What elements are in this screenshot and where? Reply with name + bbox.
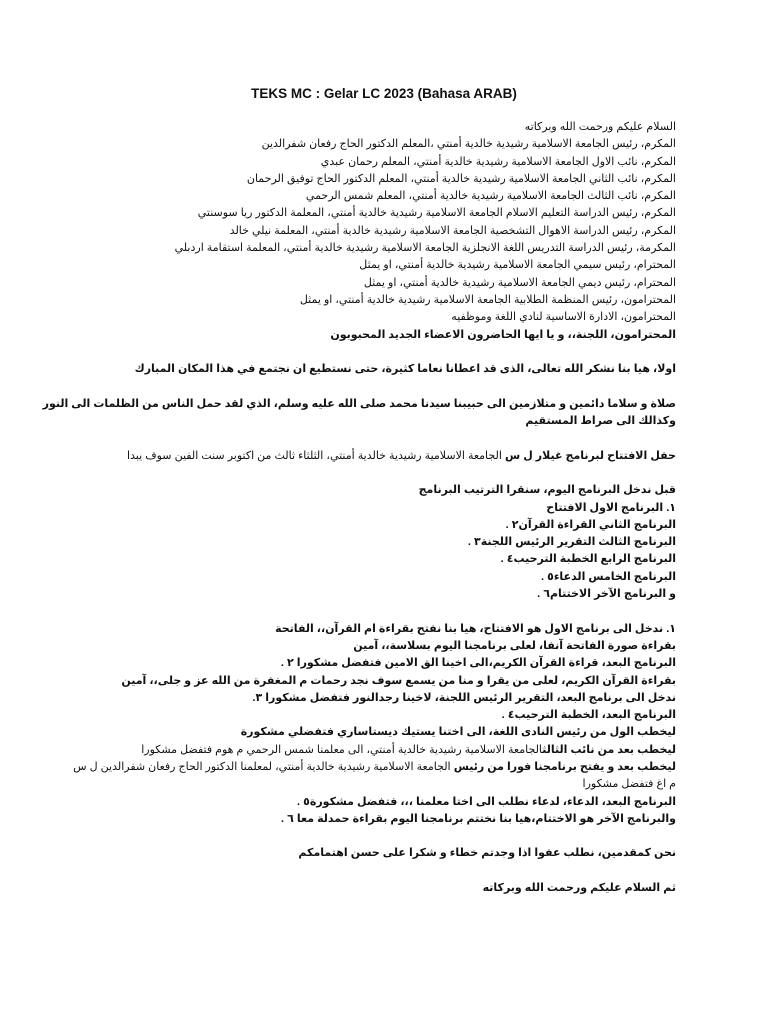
page-title: TEKS MC : Gelar LC 2023 (Bahasa ARAB) [251, 86, 517, 101]
speech-vice-normal: الجامعة الاسلامية رشيدية خالدية أمنتي، الى معلمنا شمس الرحمي م هوم فتفضل مشكورا [141, 743, 543, 756]
salawat-line-2: وكذالك الى صراط المستقيم [525, 415, 676, 428]
apology-line: نحن كمقدمين، نطلب عفوا اذا وجدتم خطاء و شكرا على حسن اهتمامكم [298, 847, 676, 860]
program-item-1: ١. البرنامج الاول الافتتاح [546, 501, 676, 514]
event-info-bold: حفل الافتتاح لبرنامج غيلار ل س [504, 449, 676, 462]
detail-line-2: بقراءة صورة الفاتحة آنفا، لعلى برنامجنا اليوم بسلاسة،، آمين [353, 639, 676, 652]
speech-vice-bold: ليخطب بعد من نائب الثالث [542, 743, 676, 756]
opening-thanks: اولا، هيا بنا نشكر الله تعالى، الذى قد اعطانا نعاما كثيرة، حتى نستطيع ان نجتمع في هذا المكان المبارك [134, 363, 676, 376]
event-info-normal: الجامعة الاسلامية رشيدية خالدية أمنتي، الثلثاء ثالث من اكتوبر سنت الفين سوف يبدا [126, 449, 505, 462]
greeting-head-english: المكرمة، رئيس الدراسة التدريس اللغة الانجلزية الجامعة الاسلامية رشيدية خالدية أمنتي، المعلمة استقامة اردبلي [174, 242, 676, 255]
greeting-vice-2: المكرم، نائب الثاني الجامعة الاسلامية رشيدية خالدية أمنتي، المعلم الدكتور الحاج توفيق الرحمان [246, 172, 676, 185]
closing-program-1: البرنامج البعد، الدعاء، لدعاء نطلب الى اختا معلمنا ،،، فتفضل مشكورة٥ . [297, 795, 676, 808]
event-info [0, 448, 768, 465]
greeting-dema: المحترام، رئيس ديمي الجامعة الاسلامية رشيدية خالدية أمنتي، او يمثل [363, 276, 676, 289]
greeting-language-club: المحترامون، الادارة الاساسية لنادي اللغة وموظفيه [451, 311, 676, 324]
detail-line-1: ١. ندخل الى برنامج الاول هو الافتتاح، هيا بنا نفتح بقراءة ام القرآن،، الفاتحة [275, 622, 676, 635]
program-item-3: البرنامج الثالث التقرير الرئيس اللجنة٣ . [467, 536, 676, 549]
speech-rector-normal: الجامعة الاسلامية رشيدية خالدية أمنتي، لمعلمنا الدكتور الحاج رفعان شفرالدين ل س [73, 760, 454, 773]
detail-line-5: ندخل الى برنامج البعد، التقرير الرئيس اللجنة، لاخينا رجدالنور فتفضل مشكورا ٣. [252, 691, 676, 704]
detail-line-4: بقراءة القرآن الكريم، لعلى من يقرا و منا من يسمع سوف نجد رحمات م المغفرة من الله عز و جلى،، آمين [121, 674, 676, 687]
closing-program-2: والبرنامج الآخر هو الاختتام،هيا بنا نختتم برنامجنا اليوم بقراءة حمدلة معا ٦ . [280, 812, 676, 825]
greeting-head-ahwal: المكرم، رئيس الدراسة الاهوال التشخصية الجامعة الاسلامية رشيدية خالدية أمنتي، المعلمة نيلي خالد [229, 224, 676, 237]
program-item-4: البرنامج الرابع الخطبة الترحيب٤ . [500, 553, 676, 566]
greeting-audience: المحترامون، اللجنة،، و يا ايها الحاضرون الاعضاء الجديد المحبوبون [330, 328, 676, 341]
greeting-vice-3: المكرم، نائب الثالث الجامعة الاسلامية رشيدية خالدية أمنتي، المعلم شمس الرحمي [305, 190, 676, 203]
program-item-2: البرنامج الثاني القراءة القرآن٢ . [505, 518, 676, 531]
speech-rector-bold: ليخطب بعد و يفتح برنامجنا فورا من رئيس [453, 760, 676, 773]
greeting-sema: المحترام، رئيس سيمي الجامعة الاسلامية رشيدية خالدية أمنتي، او يمثل [359, 259, 676, 272]
detail-line-3: البرنامج البعد، قراءة القرآن الكريم،الى اخينا الق الامين فتفضل مشكورا ٢ . [280, 657, 676, 670]
greeting-vice-1: المكرم، نائب الاول الجامعة الاسلامية رشيدية خالدية أمنتي، المعلم رحمان عبدي [320, 155, 676, 168]
salawat-line-1: صلاة و سلاما دائمين و متلازمين الى حبيبنا سيدنا محمد صلى الله عليه وسلم، الذي لقد حمل الناس من الظلمات الى النور [42, 397, 676, 410]
detail-line-7: ليخطب الول من رئيس النادى اللغة، الى اختنا يستيك ديستاساري فتفضلي مشكورة [240, 726, 676, 739]
program-item-5: البرنامج الخامس الدعاء٥ . [540, 570, 676, 583]
speech-rector-cont: م اغ فتفضل مشكورا [582, 778, 676, 791]
document-body [0, 119, 768, 897]
greeting-student-org: المحترامون، رئيس المنظمة الطلابية الجامعة الاسلامية رشيدية خالدية أمنتي، او يمثل [299, 293, 676, 306]
detail-line-6: البرنامج البعد، الخطبة الترحيب٤ . [501, 709, 676, 722]
greeting-head-pai: المكرم، رئيس الدراسة التعليم الاسلام الجامعة الاسلامية رشيدية خالدية أمنتي، المعلمة الدكتور ريا سوسنتي [197, 207, 676, 220]
greeting-rector: المكرم، رئيس الجامعة الاسلامية رشيدية خالدية أمنتي ،المعلم الدكتور الحاج رفعان شفرالدين [261, 138, 676, 151]
speech-rector-line [0, 759, 768, 776]
program-item-6: و البرنامج الآخر الاختتام٦ . [537, 588, 676, 601]
closing-salam: ثم السلام عليكم ورحمت الله وبركاته [482, 882, 676, 895]
program-intro: قبل ندخل البرنامج اليوم، سنقرا الترتيب البرنامج [418, 484, 676, 497]
speech-vice-line [0, 742, 768, 759]
greeting-salam: السلام عليكم ورحمت الله وبركاته [524, 121, 676, 133]
